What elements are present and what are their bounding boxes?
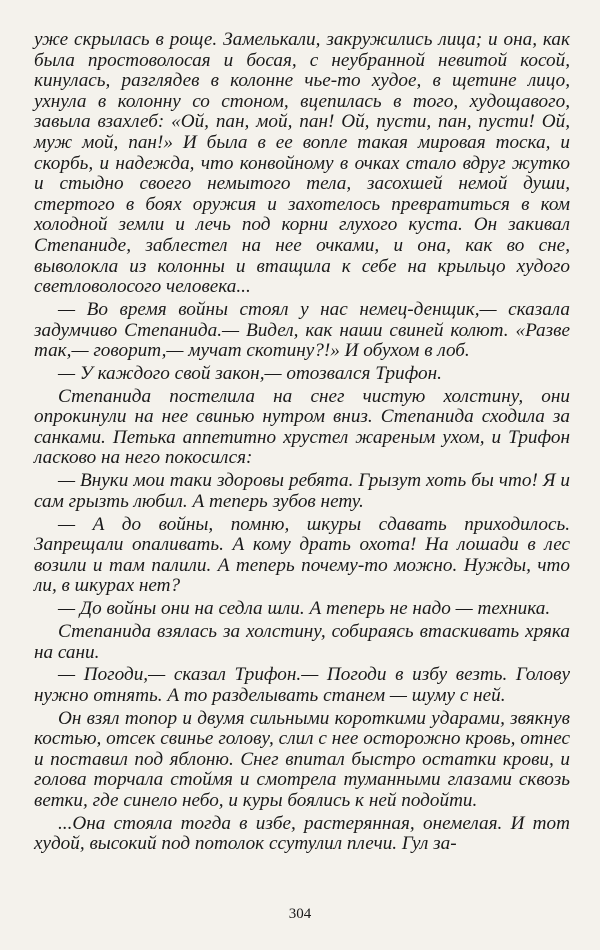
paragraph-1: уже скрылась в роще. Замелькали, закружились лица; и она, как была простоволосая и босая, с неубранной невитой косой, кинулась, разглядев в колонне чье-то худое, в щетине лицо, ухнула в колонну со стоном, вцепилась в того, худощавого, завыла взахлеб: «Ой, пан, мой, пан! Ой, пусти, пан, пусти! Ой, муж мой, пан!» И была в ее вопле такая мировая тоска, и скорбь, и надежда, что конвойному в очках стало вдруг жутко и стыдно своего немытого тела, засохшей немой души, стертого в боях оружия и захотелось превратиться в ком холодной земли и лечь под корни глухого куста. Он закивал Степаниде, заблестел на нее очками, и она, как во сне, выволокла из колонны и втащила к себе на крыльцо худого светловолосого человека... [34,29,570,298]
paragraph-4: Степанида постелила на снег чистую холстину, они опрокинули на нее свинью нутром вниз. Степанида сходила за санками. Петька аппетитно хрустел жареным ухом, и Трифон ласково на него покосился: [34,385,570,469]
paragraph-8: Степанида взялась за холстину, собираясь втаскивать хряка на сани. [34,620,570,663]
paragraph-11: ...Она стояла тогда в избе, растерянная, онемелая. И тот худой, высокий под потолок ссутулил плечи. Гул за- [34,812,570,855]
paragraph-9: — Погоди,— сказал Трифон.— Погоди в избу везть. Голову нужно отнять. А то разделывать станем — шуму с ней. [34,664,570,706]
paragraph-10: Он взял топор и двумя сильными короткими ударами, звякнув костью, отсек свинье голову, слил с нее осторожно кровь, отнес и поставил под яблоню. Снег впитал быстро остатки крови, и голова торчала стоймя и смотрела туманными глазами сквозь ветки, где синело небо, и куры боялись к ней подойти. [34,707,570,812]
page-body [34,30,570,857]
paragraph-3: — У каждого свой закон,— отозвался Трифон. [58,362,442,384]
paragraph-7: — До войны они на седла шли. А теперь не надо — техника. [58,598,551,620]
paragraph-5: — Внуки мои таки здоровы ребята. Грызут хоть бы что! Я и сам грызть любил. А теперь зубов нету. [34,470,570,512]
paragraph-6: — А до войны, помню, шкуры сдавать приходилось. Запрещали опаливать. А кому драть охота! На лошади в лес возили и там палили. А теперь почему-то можно. Нужды, что ли, в шкурах нет? [34,513,570,597]
page-number: 304 [288,906,312,922]
paragraph-2: — Во время войны стоял у нас немец-денщик,— сказала задумчиво Степанида.— Видел, как наши свиней колют. «Разве так,— говорит,— мучат скотину?!» И обухом в лоб. [34,298,570,362]
